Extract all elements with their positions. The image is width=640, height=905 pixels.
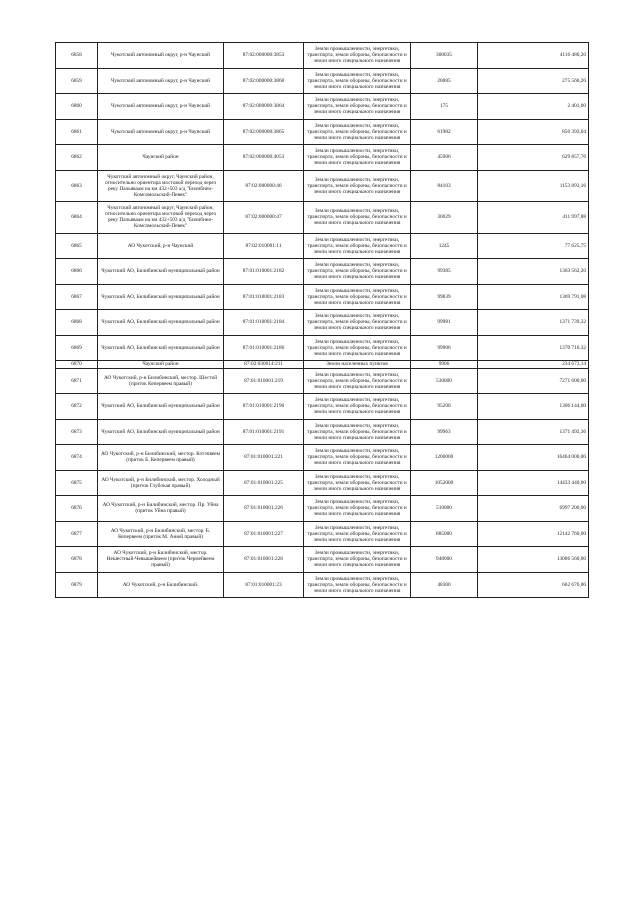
- cadastral-value-cell: 1153 893,16: [478, 170, 589, 202]
- table-row: [56, 202, 589, 234]
- address-cell: Чукотский автономный округ, Чаунский район, относительно ориентира мостовой переход через реку Пальяваам на км 432+503 а/д "Билибино-Комсомольский-Певек": [98, 202, 224, 234]
- row-number: 6861: [56, 119, 98, 145]
- area-cell: 510000: [411, 496, 478, 522]
- cadastral-number-cell: 87:02:000000:3853: [224, 43, 304, 69]
- cadastral-number-cell: 87:01:010001:219: [224, 368, 304, 394]
- area-cell: 20085: [411, 68, 478, 94]
- cadastral-number-cell: 87:01:010001:228: [224, 547, 304, 573]
- area-cell: 30029: [411, 202, 478, 234]
- row-number: 6872: [56, 394, 98, 420]
- row-number: 6873: [56, 419, 98, 445]
- area-cell: 948000: [411, 547, 478, 573]
- table-row: [56, 445, 589, 471]
- cadastral-value-cell: 4116 480,20: [478, 43, 589, 69]
- row-number: 6877: [56, 521, 98, 547]
- land-category-cell: Земли промышленности, энергетики, транспорта, земли обороны, безопасности и земли иного специального назначения: [304, 445, 411, 471]
- table-row: [56, 310, 589, 336]
- cadastral-number-cell: 87:01:010001:2191: [224, 419, 304, 445]
- area-cell: 1052000: [411, 470, 478, 496]
- area-cell: 99981: [411, 310, 478, 336]
- table-row: [56, 43, 589, 69]
- address-cell: Чукотский автономный округ, р-н Чаунский: [98, 68, 224, 94]
- cadastral-number-cell: 87:01:010001:2186: [224, 335, 304, 361]
- land-register-page: [55, 42, 588, 598]
- land-category-cell: Земли промышленности, энергетики, транспорта, земли обороны, безопасности и земли иного специального назначения: [304, 170, 411, 202]
- cadastral-value-cell: 1371 739,32: [478, 310, 589, 336]
- cadastral-value-cell: 275 566,20: [478, 68, 589, 94]
- area-cell: 9906: [411, 361, 478, 369]
- area-cell: 1245: [411, 233, 478, 259]
- land-category-cell: Земли промышленности, энергетики, транспорта, земли обороны, безопасности и земли иного специального назначения: [304, 43, 411, 69]
- cadastral-number-cell: 87:02:000000:4053: [224, 145, 304, 171]
- address-cell: АО Чукотский, р-н Чаунский: [98, 233, 224, 259]
- cadastral-number-cell: 87:02:000000:3864: [224, 94, 304, 120]
- row-number: 6865: [56, 233, 98, 259]
- table-row: [56, 368, 589, 394]
- row-number: 6863: [56, 170, 98, 202]
- row-number: 6864: [56, 202, 98, 234]
- row-number: 6859: [56, 68, 98, 94]
- row-number: 6874: [56, 445, 98, 471]
- address-cell: АО Чукотский, р-н Билибинский, местор. Б. Кепервеем (приток М. Анюй правый): [98, 521, 224, 547]
- cadastral-value-cell: 16464 000,00: [478, 445, 589, 471]
- land-category-cell: Земли промышленности, энергетики, транспорта, земли обороны, безопасности и земли иного специального назначения: [304, 335, 411, 361]
- cadastral-value-cell: 6997 200,00: [478, 496, 589, 522]
- row-number: 6866: [56, 259, 98, 285]
- address-cell: Чаунский район: [98, 145, 224, 171]
- land-category-cell: Земли промышленности, энергетики, транспорта, земли обороны, безопасности и земли иного специального назначения: [304, 284, 411, 310]
- table-row: [56, 94, 589, 120]
- land-category-cell: Земли промышленности, энергетики, транспорта, земли обороны, безопасности и земли иного специального назначения: [304, 547, 411, 573]
- land-category-cell: Земли промышленности, энергетики, транспорта, земли обороны, безопасности и земли иного специального назначения: [304, 119, 411, 145]
- cadastral-value-cell: 14433 440,00: [478, 470, 589, 496]
- cadastral-value-cell: 1370 710,32: [478, 335, 589, 361]
- address-cell: Чаунский район: [98, 361, 224, 369]
- area-cell: 99963: [411, 419, 478, 445]
- table-row: [56, 119, 589, 145]
- table-row: [56, 335, 589, 361]
- cadastral-number-cell: 87:02:000000:3865: [224, 119, 304, 145]
- cadastral-number-cell: 87:01:010001:23: [224, 572, 304, 598]
- table-body: [56, 43, 589, 598]
- table-row: [56, 470, 589, 496]
- table-row: [56, 68, 589, 94]
- cadastral-value-cell: 77 625,75: [478, 233, 589, 259]
- row-number: 6860: [56, 94, 98, 120]
- area-cell: 99906: [411, 335, 478, 361]
- table-row: [56, 361, 589, 369]
- address-cell: АО Чукотский, р-н Билибинский, местор. Холодный (приток Глубокая правый): [98, 470, 224, 496]
- land-category-cell: Земли промышленности, энергетики, транспорта, земли обороны, безопасности и земли иного специального назначения: [304, 496, 411, 522]
- row-number: 6871: [56, 368, 98, 394]
- area-cell: 1200000: [411, 445, 478, 471]
- land-category-cell: Земли промышленности, энергетики, транспорта, земли обороны, безопасности и земли иного специального назначения: [304, 368, 411, 394]
- row-number: 6870: [56, 361, 98, 369]
- address-cell: Чукотский АО, Билибинский муниципальный район: [98, 394, 224, 420]
- cadastral-value-cell: 1369 791,08: [478, 284, 589, 310]
- cadastral-value-cell: 662 676,00: [478, 572, 589, 598]
- table-row: [56, 394, 589, 420]
- cadastral-number-cell: 87:01:010001:2182: [224, 259, 304, 285]
- cadastral-value-cell: 13006 560,00: [478, 547, 589, 573]
- land-category-cell: Земли промышленности, энергетики, транспорта, земли обороны, безопасности и земли иного специального назначения: [304, 233, 411, 259]
- land-category-cell: Земли промышленности, энергетики, транспорта, земли обороны, безопасности и земли иного специального назначения: [304, 310, 411, 336]
- area-cell: 175: [411, 94, 478, 120]
- area-cell: 84103: [411, 170, 478, 202]
- cadastral-number-cell: 87:01:010001:2183: [224, 284, 304, 310]
- cadastral-value-cell: 411 997,88: [478, 202, 589, 234]
- cadastral-number-cell: 87:01:010001:2190: [224, 394, 304, 420]
- row-number: 6869: [56, 335, 98, 361]
- row-number: 6858: [56, 43, 98, 69]
- address-cell: Чукотский автономный округ, Чаунский район, относительно ориентира мостовой переход через реку Пальяваам на км 432+503 а/д "Билибино-Комсомольский-Певек": [98, 170, 224, 202]
- cadastral-value-cell: 1306 144,00: [478, 394, 589, 420]
- cadastral-number-cell: 87:01:010001:221: [224, 445, 304, 471]
- cadastral-number-cell: 87:02:010001:11: [224, 233, 304, 259]
- row-number: 6862: [56, 145, 98, 171]
- area-cell: 95200: [411, 394, 478, 420]
- row-number: 6868: [56, 310, 98, 336]
- land-category-cell: Земли промышленности, энергетики, транспорта, земли обороны, безопасности и земли иного специального назначения: [304, 68, 411, 94]
- address-cell: Чукотский автономный округ, р-н Чаунский: [98, 94, 224, 120]
- table-row: [56, 233, 589, 259]
- address-cell: Чукотский АО, Билибинский муниципальный район: [98, 284, 224, 310]
- land-category-cell: Земли промышленности, энергетики, транспорта, земли обороны, безопасности и земли иного специального назначения: [304, 94, 411, 120]
- area-cell: 300035: [411, 43, 478, 69]
- address-cell: АО Чукотский, р-н Билибинский, местор. Шестой (приток Кепервеем правый): [98, 368, 224, 394]
- cadastral-number-cell: 87:01:010001:227: [224, 521, 304, 547]
- area-cell: 530000: [411, 368, 478, 394]
- cadastral-number-cell: 87:02:030014:211: [224, 361, 304, 369]
- cadastral-number-cell: 87:01:010001:226: [224, 496, 304, 522]
- land-category-cell: Земли промышленности, энергетики, транспорта, земли обороны, безопасности и земли иного специального назначения: [304, 470, 411, 496]
- cadastral-value-cell: 1363 562,20: [478, 259, 589, 285]
- cadastral-number-cell: 87:02:000000:3860: [224, 68, 304, 94]
- row-number: 6875: [56, 470, 98, 496]
- cadastral-number-cell: 87:01:010001:225: [224, 470, 304, 496]
- cadastral-value-cell: 629 857,76: [478, 145, 589, 171]
- cadastral-value-cell: 7271 600,00: [478, 368, 589, 394]
- cadastral-number-cell: 87:02:000000:47: [224, 202, 304, 234]
- cadastral-number-cell: 87:01:010001:2184: [224, 310, 304, 336]
- land-category-cell: Земли промышленности, энергетики, транспорта, земли обороны, безопасности и земли иного специального назначения: [304, 521, 411, 547]
- table-row: [56, 419, 589, 445]
- address-cell: Чукотский АО, Билибинский муниципальный район: [98, 259, 224, 285]
- area-cell: 61982: [411, 119, 478, 145]
- cadastral-value-cell: 12142 760,00: [478, 521, 589, 547]
- land-parcels-table: [55, 42, 589, 598]
- cadastral-value-cell: 1371 492,36: [478, 419, 589, 445]
- address-cell: АО Чукотский, р-н Билибинский, местор. Пр. Уйна (приток Уйна правый): [98, 496, 224, 522]
- table-row: [56, 170, 589, 202]
- row-number: 6867: [56, 284, 98, 310]
- row-number: 6876: [56, 496, 98, 522]
- address-cell: Чукотский АО, Билибинский муниципальный район: [98, 310, 224, 336]
- address-cell: АО Чукотский, р-н Билибинский.: [98, 572, 224, 598]
- table-row: [56, 259, 589, 285]
- table-row: [56, 572, 589, 598]
- row-number: 6878: [56, 547, 98, 573]
- table-row: [56, 547, 589, 573]
- address-cell: Чукотский АО, Билибинский муниципальный район: [98, 419, 224, 445]
- area-cell: 48300: [411, 572, 478, 598]
- address-cell: Чукотский автономный округ, р-н Чаунский: [98, 119, 224, 145]
- address-cell: АО Чукотский, р-н Билибинский, местор. Кэтэпвеем (приток Б. Кепервеем правый): [98, 445, 224, 471]
- cadastral-number-cell: 87:02:000000:46: [224, 170, 304, 202]
- land-category-cell: Земли населенных пунктов: [304, 361, 411, 369]
- land-category-cell: Земли промышленности, энергетики, транспорта, земли обороны, безопасности и земли иного специального назначения: [304, 419, 411, 445]
- land-category-cell: Земли промышленности, энергетики, транспорта, земли обороны, безопасности и земли иного специального назначения: [304, 394, 411, 420]
- table-row: [56, 496, 589, 522]
- area-cell: 885000: [411, 521, 478, 547]
- land-category-cell: Земли промышленности, энергетики, транспорта, земли обороны, безопасности и земли иного специального назначения: [304, 145, 411, 171]
- area-cell: 45906: [411, 145, 478, 171]
- table-row: [56, 145, 589, 171]
- table-row: [56, 521, 589, 547]
- cadastral-value-cell: 234 673,14: [478, 361, 589, 369]
- area-cell: 99385: [411, 259, 478, 285]
- land-category-cell: Земли промышленности, энергетики, транспорта, земли обороны, безопасности и земли иного специального назначения: [304, 259, 411, 285]
- land-category-cell: Земли промышленности, энергетики, транспорта, земли обороны, безопасности и земли иного специального назначения: [304, 572, 411, 598]
- cadastral-value-cell: 850 393,04: [478, 119, 589, 145]
- area-cell: 99839: [411, 284, 478, 310]
- address-cell: Чукотский АО, Билибинский муниципальный район: [98, 335, 224, 361]
- land-category-cell: Земли промышленности, энергетики, транспорта, земли обороны, безопасности и земли иного специального назначения: [304, 202, 411, 234]
- cadastral-value-cell: 2 401,00: [478, 94, 589, 120]
- table-row: [56, 284, 589, 310]
- row-number: 6879: [56, 572, 98, 598]
- address-cell: Чукотский автономный округ, р-н Чаунский: [98, 43, 224, 69]
- address-cell: АО Чукотский, р-н Билибинский, местор. Нешестный-Чевышейвеем (приток Чермейвеем правый): [98, 547, 224, 573]
